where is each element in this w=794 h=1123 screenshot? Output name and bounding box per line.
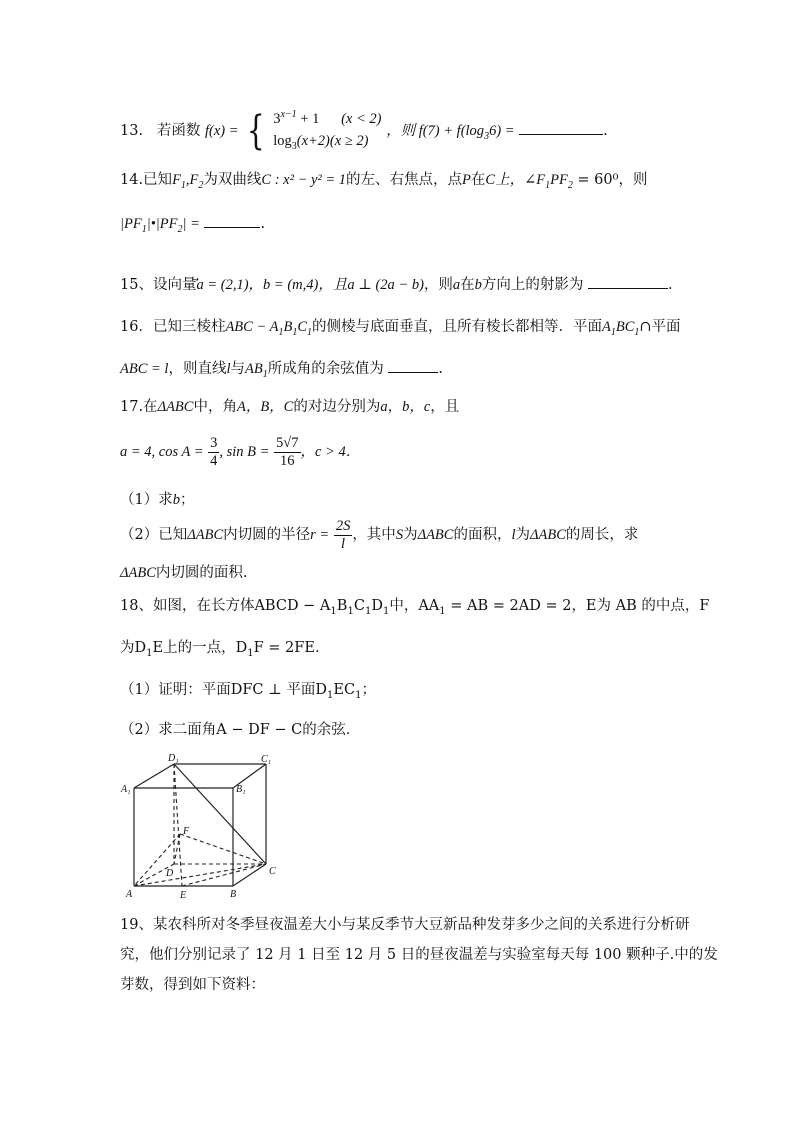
q13-case-1: $3^{x-1} + 1$ (x < 2) — [273, 109, 382, 127]
question-17-given: a = 4, cos A = $\frac{3}{4}$ , sin B = $\frac{5√7}{16}$ ，c > 4． — [120, 434, 361, 469]
question-17-part-1: （1）求b； — [120, 492, 195, 508]
q15-answer-blank[interactable] — [588, 274, 668, 289]
label-b1: B₁ — [236, 784, 246, 795]
q16-answer-blank[interactable] — [388, 358, 438, 373]
question-17-part-2-line-2: ΔABC内切圆的面积. — [120, 565, 248, 581]
vector-a: a — [196, 277, 204, 293]
question-14-line-1: 14.已知$F_1,F_2$为双曲线C : x² − y² = 1的左、右焦点，点P在C上，$\angle F_1PF_2 = 60^0$，则 — [120, 172, 648, 191]
q13-number: 13. — [120, 122, 144, 139]
q13-lead: 若函数 — [156, 122, 201, 139]
label-b: B — [230, 889, 237, 900]
line-f-c — [180, 834, 266, 864]
question-14-line-2: $|PF_1|•|PF_2|$ = . — [120, 213, 265, 240]
question-15: 15、设向量a = (2,1)，b = (m,4)，且a ⊥ (2a − b)，则a在b方向上的射影为 . — [120, 274, 673, 295]
label-c1: C₁ — [261, 754, 272, 765]
q14-answer-blank[interactable] — [204, 213, 260, 228]
q13-tail: ，则 $f(7) + f(\log_36)$ = — [386, 122, 515, 142]
cuboid-diagram — [120, 752, 280, 900]
q13-case-2: $\log_3(x+2)(x \ge 2)$ — [273, 132, 369, 152]
question-19-line-2: 究，他们分别记录了 12 月 1 日至 12 月 5 日的昼夜温差与实验室每天每 100 颗种子.中的发 — [120, 947, 718, 963]
edge-b-c — [233, 864, 266, 886]
line-d1-e — [174, 764, 182, 886]
label-d: D — [166, 868, 174, 879]
question-19-line-3: 芽数，得到如下资料： — [120, 977, 265, 993]
question-18-part-2: （2）求二面角A − DF − C的余弦． — [120, 722, 361, 738]
question-18-line-1: 18、如图，在长方体ABCD − $A_1B_1C_1D_1$中，$AA_1$ = AB = 2AD = 2，E为 AB 的中点，F — [120, 598, 710, 617]
question-16-line-1: 16．已知三棱柱ABC − $A_1B_1C_1$的侧棱与底面垂直，且所有棱长都相等．平面$A_1BC_1\cap$平面 — [120, 319, 681, 338]
question-18-line-2: 为$D_1E$上的一点，$D_1F = 2FE$． — [120, 640, 330, 659]
label-f: F — [183, 826, 190, 837]
q13-brace: { — [246, 107, 265, 154]
question-19-line-1: 19、某农科所对冬季昼夜温差大小与某反季节大豆新品种发芽多少之间的关系进行分析研 — [120, 917, 690, 933]
question-16-line-2: ABC = l，则直线l与$AB_1$所成角的余弦值为 . — [120, 358, 443, 385]
q13-cases — [273, 104, 381, 158]
question-13: 13. 若函数 f(x) = { $3^{x-1} + 1$ (x < 2) $\log_3(x+2)(x \ge 2)$ ，则 $f(7) + f(\log_36)$ = . — [120, 104, 608, 160]
label-a1: A₁ — [121, 784, 131, 795]
edge-a1-d1 — [134, 764, 174, 788]
cuboid-figure — [120, 752, 280, 904]
line-d1-c — [174, 764, 266, 864]
question-17-line-1: 17.在ΔABC中，角A，B，C的对边分别为a，b，c，且 — [120, 399, 460, 415]
label-c: C — [269, 866, 276, 877]
q13-function: f(x) = — [205, 122, 239, 139]
label-d1: D₁ — [168, 753, 179, 764]
question-18-part-1: （1）证明：平面DFC ⊥ 平面$D_1EC_1$； — [120, 682, 376, 701]
q13-answer-blank[interactable] — [519, 120, 603, 135]
label-a: A — [126, 889, 133, 900]
question-17-part-2: （2）已知ΔABC内切圆的半径r = $\frac{2S}{l}$ ，其中S为ΔABC的面积，l为ΔABC的周长，求 — [120, 517, 639, 552]
label-e: E — [180, 890, 187, 900]
line-e-c — [182, 864, 266, 886]
